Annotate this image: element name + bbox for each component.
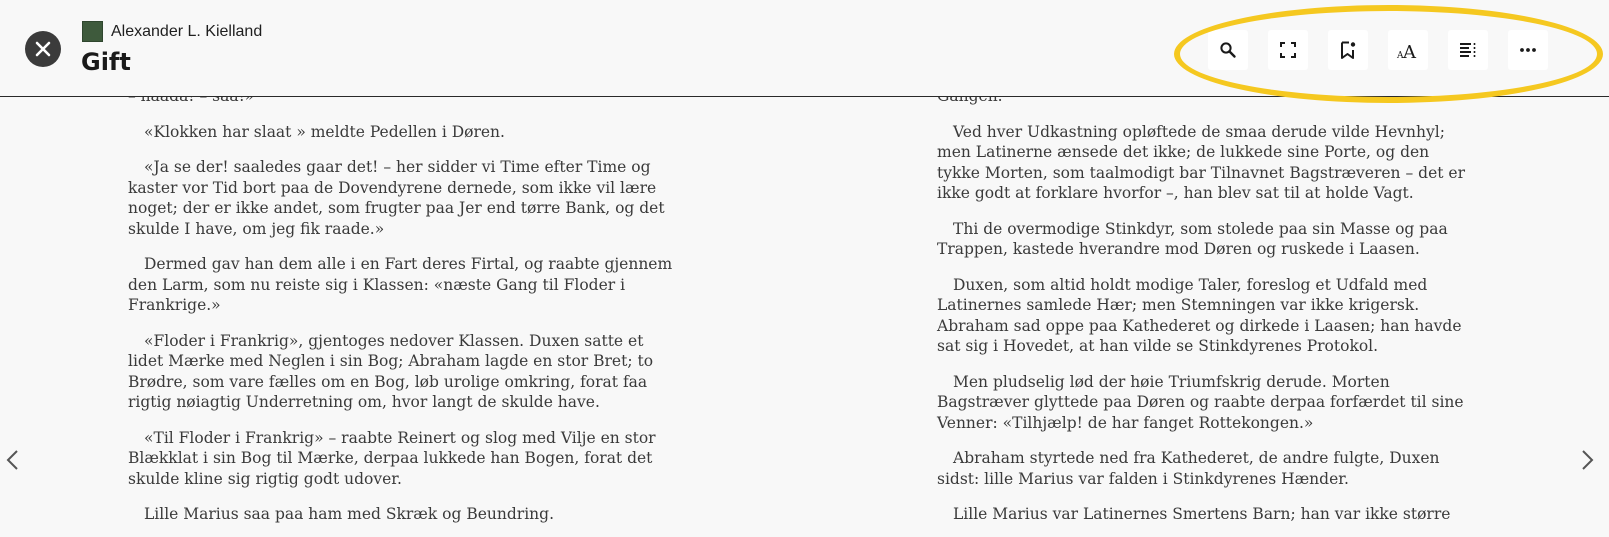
- search-button[interactable]: [1208, 30, 1248, 70]
- author-name: Alexander L. Kielland: [111, 23, 263, 40]
- chevron-right-icon: [1577, 448, 1597, 472]
- close-icon: [34, 40, 52, 58]
- paragraph: «Ja se der! saaledes gaar det! – her sidder vi Time efter Time og kaster vor Tid bort paa de Dovendyrene dernede, som ikke vil lære noget; der er ikke andet, som frugter paa Jer end tørre Bank, og det skulde I have, om jeg fik raade.»: [128, 158, 665, 238]
- contents-button[interactable]: [1448, 30, 1488, 70]
- svg-text:A: A: [1403, 42, 1416, 60]
- left-page: [128, 86, 676, 537]
- fullscreen-icon: [1278, 40, 1298, 60]
- right-page: [937, 86, 1477, 537]
- paragraph: Duxen, som altid holdt modige Taler, foreslog et Udfald med Latinernes samlede Hær; men Stemningen var ikke krigersk. Abraham sad oppe paa Kathederet og dirkede i Laasen; han havde sat sig i Hovedet, at han vilde se Stinkdyrenes Protokol.: [937, 275, 1462, 355]
- book-title: Gift: [81, 48, 131, 76]
- paragraph: Abraham styrtede ned fra Kathederet, de andre fulgte, Duxen sidst: lille Marius var falden i Stinkdyrenes Hænder.: [937, 449, 1440, 488]
- paragraph: «Floder i Frankrig», gjentoges nedover Klassen. Duxen satte et lidet Mærke med Neglen i sin Bog; Abraham lagde en stor Bret; to Brødre, som vare fælles om en Bog, løb urolige omkring, forat faa rigtig nøiagtig Underretning om, hvor langt de skulde have.: [128, 331, 654, 411]
- text-size-icon: [1396, 40, 1420, 60]
- paragraph: «Klokken har slaat » meldte Pedellen i Døren.: [144, 122, 505, 141]
- paragraph: Dermed gav han dem alle i en Fart deres Firtal, og raabte gjennem den Larm, som nu reiste sig i Klassen: «næste Gang til Floder i Frankrige.»: [128, 255, 673, 314]
- bookmark-button[interactable]: [1328, 30, 1368, 70]
- more-button[interactable]: [1508, 30, 1548, 70]
- more-icon: [1518, 40, 1538, 60]
- book-cover-thumbnail: [82, 21, 103, 42]
- paragraph: Lille Marius var Latinernes Smertens Barn; han var ikke større: [953, 505, 1451, 523]
- table-of-contents-icon: [1458, 40, 1478, 60]
- close-button[interactable]: [25, 31, 61, 67]
- bookmark-icon: [1338, 40, 1358, 60]
- next-page-button[interactable]: [1577, 448, 1597, 472]
- previous-page-button[interactable]: [3, 448, 23, 472]
- paragraph: «Til Floder i Frankrig» – raabte Reinert og slog med Vilje en stor Blækklat i sin Bog til Mærke, derpaa lukkede han Bogen, forat det skulde kline sig rigtig godt udover.: [128, 428, 656, 488]
- paragraph: Thi de overmodige Stinkdyr, som stolede paa sin Masse og paa Trappen, kastede hverandre mod Døren og ruskede i Laasen.: [937, 219, 1448, 258]
- paragraph: Men pludselig lød der høie Triumfskrig derude. Morten Bagstræver glyttede paa Døren og raabte derpaa forfærdet til sine Venner: «Tilhjælp! de har fanget Rottekongen.»: [937, 372, 1464, 432]
- chevron-left-icon: [3, 448, 23, 472]
- paragraph: Ved hver Udkastning opløftede de smaa derude vilde Hevnhyl; men Latinerne ænsede det ikke; de lukkede sine Porte, og den tykke Morten, som taalmodigt bar Tilnavnet Bagstræveren – det er ikke godt at forklare hvorfor –, han blev sat til at holde Vagt.: [937, 122, 1465, 202]
- search-icon: [1219, 41, 1237, 59]
- reader-toolbar: [1208, 30, 1548, 70]
- svg-text:A: A: [1397, 51, 1404, 60]
- fullscreen-button[interactable]: [1268, 30, 1308, 70]
- reader-header: [0, 0, 1609, 97]
- paragraph: Lille Marius saa paa ham med Skræk og Beundring.: [144, 505, 555, 523]
- text-settings-button[interactable]: [1388, 30, 1428, 70]
